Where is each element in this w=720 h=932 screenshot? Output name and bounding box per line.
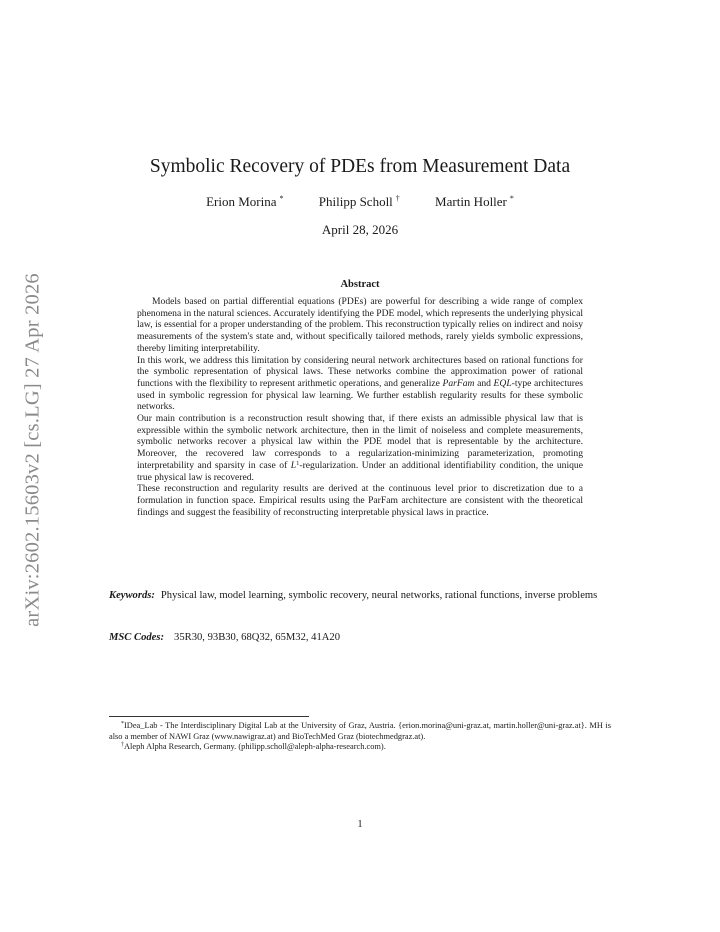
keywords-label: Keywords: xyxy=(109,590,155,601)
abstract-paragraph-4: These reconstruction and regularity results are derived at the continuous level prior to discretization due to a formulation in function space. Empirical results using the ParFam architecture are consistent with the theoretical findings and suggest the feasibility of reconstructing interpretable physical laws in practice. xyxy=(137,483,583,518)
author-affiliation-mark: † xyxy=(395,194,400,203)
author-affiliation-mark: * xyxy=(279,194,284,203)
author-affiliation-mark: * xyxy=(509,194,514,203)
msc-codes-text: 35R30, 93B30, 68Q32, 65M32, 41A20 xyxy=(174,632,341,643)
author-3 xyxy=(435,194,514,210)
l1-norm-symbol: L xyxy=(290,459,297,471)
footnote-2 xyxy=(109,742,611,753)
footnote-mark: * xyxy=(121,721,124,727)
author-name: Martin Holler xyxy=(435,194,507,209)
page-number: 1 xyxy=(357,819,363,830)
footnote-text: Aleph Alpha Research, Germany. (philipp.scholl@aleph-alpha-research.com). xyxy=(124,742,386,752)
footnote-divider xyxy=(109,716,309,717)
abstract-text: Our main contribution is a reconstruction result showing that, if there exists an admissible physical law that is expressible within the symbolic network architecture, then in the limit of noiseless and complete measurements, symbolic networks recover a physical law within the PDE model that is representable by the architecture. Moreover, the recovered law corresponds to a regularization-minimizing parameterization, promoting interpretability and sparsity in case of xyxy=(137,413,583,471)
abstract-text: -regularization. Under an additional identifiability condition, the unique true physical law is recovered. xyxy=(137,459,583,483)
footnote-1 xyxy=(109,721,611,742)
arxiv-identifier-stamp: arXiv:2602.15603v2 [cs.LG] 27 Apr 2026 xyxy=(21,273,44,627)
author-2 xyxy=(319,194,400,210)
msc-codes-label: MSC Codes: xyxy=(109,632,165,643)
abstract-paragraph-1: Models based on partial differential equations (PDEs) are powerful for describing a wide range of complex phenomena in the natural sciences. Accurately identifying the PDE model, which represents the underlying physical law, is essential for a proper understanding of the problem. This reconstruction typically relies on indirect and noisy measurements of the system's state and, without specifically tailored methods, rarely yields symbolic expressions, thereby limiting interpretability. xyxy=(137,296,583,354)
abstract-paragraph-3 xyxy=(137,413,583,483)
abstract-paragraph-2 xyxy=(137,355,583,414)
abstract-text: -type architectures used in symbolic regression for physical law learning. We further establish regularity results for these symbolic networks. xyxy=(137,377,583,413)
abstract-heading: Abstract xyxy=(340,279,380,290)
footnote-mark: † xyxy=(121,742,124,749)
keywords-section xyxy=(109,589,611,602)
abstract-body xyxy=(137,296,583,518)
keywords-text: Physical law, model learning, symbolic recovery, neural networks, rational functions, inverse problems xyxy=(160,590,598,601)
author-1 xyxy=(206,194,283,210)
author-name: Erion Morina xyxy=(206,194,277,209)
footnotes xyxy=(109,721,611,753)
l1-norm-exponent: 1 xyxy=(296,459,300,467)
msc-codes-section xyxy=(109,631,611,644)
paper-date: April 28, 2026 xyxy=(321,222,399,237)
author-list xyxy=(0,194,720,210)
paper-title: Symbolic Recovery of PDEs from Measurement Data xyxy=(149,156,571,177)
eql-term: EQL xyxy=(493,377,512,389)
parfam-term: ParFam xyxy=(442,377,475,389)
abstract-text: In this work, we address this limitation by considering neural network architectures based on rational functions for the symbolic representation of physical laws. These networks combine the approximation power of rational functions with the flexibility to represent arithmetic operations, and generalize xyxy=(137,354,583,389)
author-name: Philipp Scholl xyxy=(318,194,393,209)
abstract-text: and xyxy=(474,377,494,389)
footnote-text: IDea_Lab - The Interdisciplinary Digital Lab at the University of Graz, Austria. {erion.morina@uni-graz.at, martin.holler@uni-graz.at}. MH is also a member of NAWI Graz (www.nawigraz.at) and BioTechMed Graz (biotechmedgraz.at). xyxy=(109,721,611,741)
